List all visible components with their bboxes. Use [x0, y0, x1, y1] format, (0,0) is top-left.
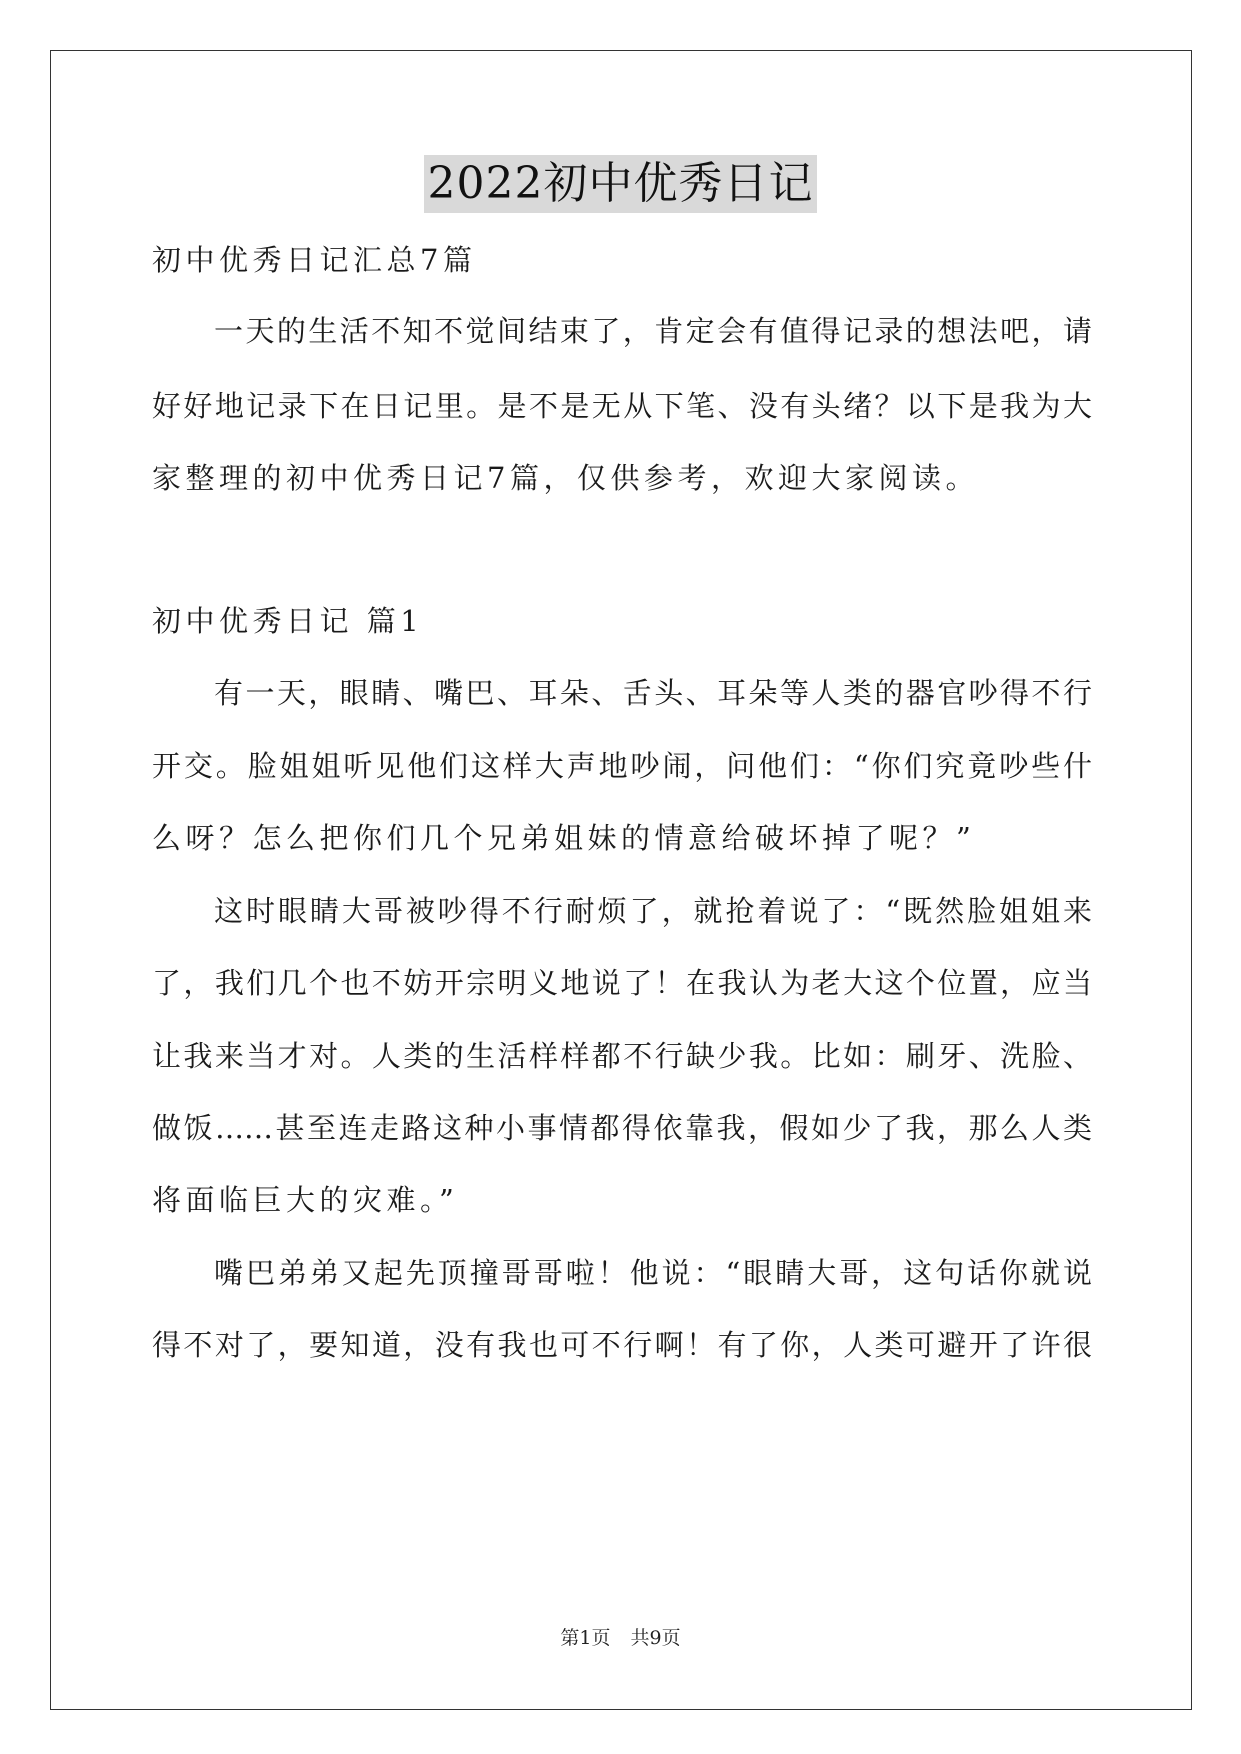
intro-line: 好好地记录下在日记里。是不是无从下笔、没有头绪？以下是我为大 [152, 389, 1092, 423]
document-title: 2022初中优秀日记 [424, 155, 818, 213]
page-border [50, 50, 1192, 1710]
body-line: 将面临巨大的灾难。” [152, 1183, 459, 1217]
body-line: 有一天，眼睛、嘴巴、耳朵、舌头、耳朵等人类的器官吵得不行 [214, 676, 1092, 710]
body-line: 这时眼睛大哥被吵得不行耐烦了，就抢着说了：“既然脸姐姐来 [214, 894, 1092, 928]
body-line: 让我来当才对。人类的生活样样都不行缺少我。比如：刷牙、洗脸、 [152, 1039, 1092, 1073]
page-total: 共9页 [630, 1627, 681, 1649]
body-line: 嘴巴弟弟又起先顶撞哥哥啦！他说：“眼睛大哥，这句话你就说 [214, 1256, 1092, 1290]
page-number: 第1页 [560, 1627, 611, 1649]
subtitle: 初中优秀日记汇总7篇 [152, 243, 477, 277]
title-container [0, 155, 1241, 213]
body-line: 开交。脸姐姐听见他们这样大声地吵闹，问他们：“你们究竟吵些什 [152, 749, 1092, 783]
body-line: 了，我们几个也不妨开宗明义地说了！在我认为老大这个位置，应当 [152, 966, 1092, 1000]
body-line: 么呀？怎么把你们几个兄弟姐妹的情意给破坏掉了呢？” [152, 821, 976, 855]
page-footer [0, 1626, 1241, 1650]
intro-line: 家整理的初中优秀日记7篇，仅供参考，欢迎大家阅读。 [152, 461, 979, 495]
body-line: 做饭……甚至连走路这种小事情都得依靠我，假如少了我，那么人类 [152, 1111, 1092, 1145]
intro-line: 一天的生活不知不觉间结束了，肯定会有值得记录的想法吧，请 [214, 314, 1092, 348]
section-heading: 初中优秀日记 篇1 [152, 604, 424, 638]
body-line: 得不对了，要知道，没有我也可不行啊！有了你，人类可避开了许很 [152, 1328, 1092, 1362]
